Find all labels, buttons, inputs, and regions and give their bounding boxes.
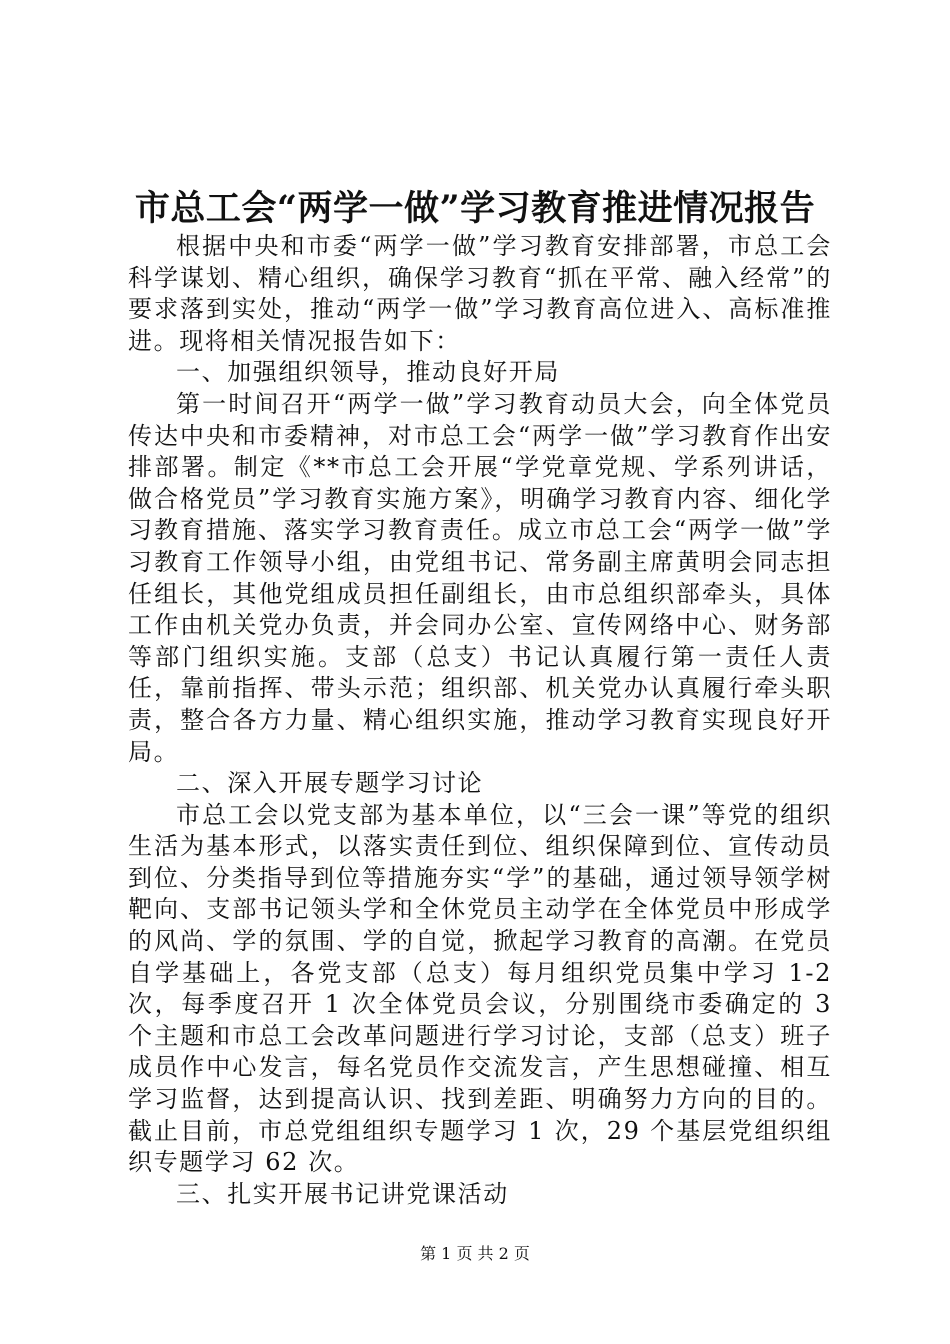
page-footer: 第 1 页 共 2 页 [420, 1244, 530, 1263]
document-body [128, 231, 832, 1210]
section-2-paragraph: 市总工会以党支部为基本单位，以“三会一课”等党的组织生活为基本形式，以落实责任到位、组织保障到位、宣传动员到位、分类指导到位等措施夯实“学”的基础，通过领导领学树靶向、支部书记领头学和全休党员主动学在全体党员中形成学的风尚、学的氛围、学的自觉，掀起学习教育的高潮。在党员自学基础上，各党支部（总支）每月组织党员集中学习 1-2 次，每季度召开 1 次全体党员会议，分别围绕市委确定的 3 个主题和市总工会改革问题进行学习讨论，支部（总支）班子成员作中心发言，每名党员作交流发言，产生思想碰撞、相互学习监督，达到提高认识、找到差距、明确努力方向的目的。截止目前，市总党组组织专题学习 1 次，29 个基层党组织组织专题学习 62 次。 [128, 800, 832, 1177]
section-1-paragraph: 第一时间召开“两学一做”学习教育动员大会，向全体党员传达中央和市委精神，对市总工会“两学一做”学习教育作出安排部署。制定《**市总工会开展“学党章党规、学系列讲话，做合格党员”学习教育实施方案》，明确学习教育内容、细化学习教育措施、落实学习教育责任。成立市总工会“两学一做”学习教育工作领导小组，由党组书记、常务副主席黄明会同志担任组长，其他党组成员担任副组长，由市总组织部牵头，具体工作由机关党办负责，并会同办公室、宣传网络中心、财务部等部门组织实施。支部（总支）书记认真履行第一责任人责任，靠前指挥、带头示范；组织部、机关党办认真履行牵头职责，整合各方力量、精心组织实施，推动学习教育实现良好开局。 [128, 389, 832, 766]
section-heading-2: 二、深入开展专题学习讨论 [176, 769, 484, 798]
section-heading-1: 一、加强组织领导，推动良好开局 [176, 358, 560, 387]
intro-paragraph: 根据中央和市委“两学一做”学习教育安排部署，市总工会科学谋划、精心组织，确保学习教育“抓在平常、融入经常”的要求落到实处，推动“两学一做”学习教育高位进入、高标准推进。现将相关情况报告如下： [128, 232, 832, 355]
section-heading-3: 三、扎实开展书记讲党课活动 [176, 1179, 509, 1208]
document-title: 市总工会“两学一做”学习教育推进情况报告 [134, 188, 816, 229]
